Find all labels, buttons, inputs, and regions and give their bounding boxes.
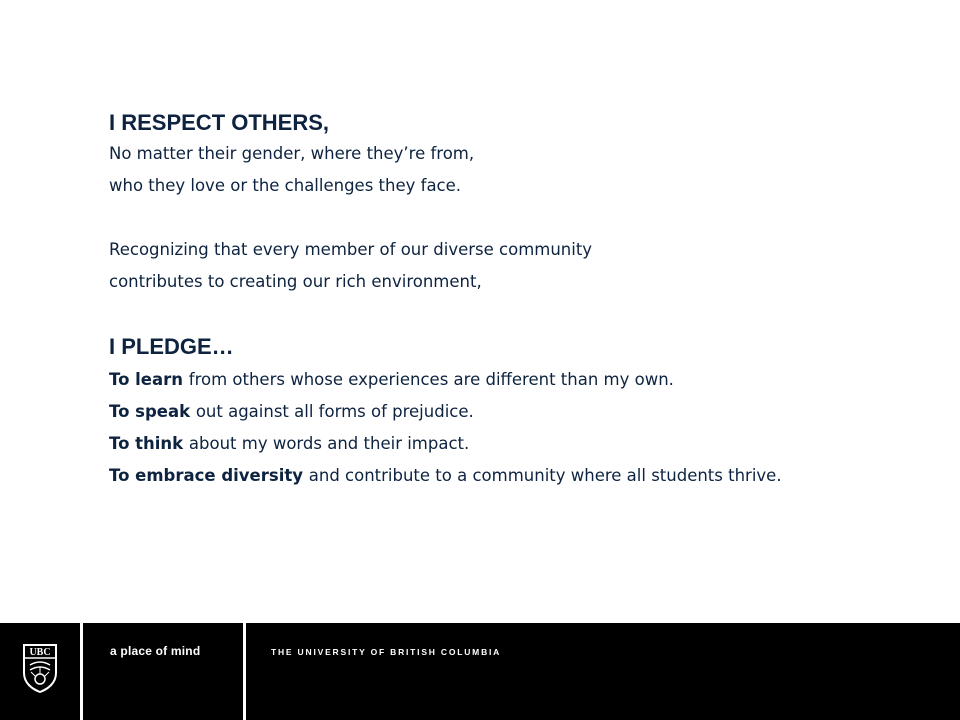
pledge-verb: To embrace diversity bbox=[109, 466, 309, 485]
spacer bbox=[109, 202, 909, 234]
pledge-item-think bbox=[109, 428, 909, 460]
pledge-verb: To learn bbox=[109, 370, 189, 389]
pledge-text: out against all forms of prejudice. bbox=[195, 402, 474, 421]
recognize-line-1: Recognizing that every member of our diverse community bbox=[109, 240, 593, 259]
pledge-text: from others whose experiences are different than my own. bbox=[188, 370, 674, 389]
ubc-footer-bar bbox=[0, 623, 960, 720]
recognize-line-2: contributes to creating our rich environment, bbox=[109, 272, 482, 291]
respect-line-2: who they love or the challenges they face. bbox=[109, 176, 462, 195]
university-name: THE UNIVERSITY OF BRITISH COLUMBIA bbox=[271, 647, 502, 657]
pledge-verb: To think bbox=[109, 434, 189, 453]
pledge-document bbox=[109, 108, 909, 492]
footer-divider-left bbox=[80, 623, 83, 720]
pledge-item-speak bbox=[109, 396, 909, 428]
respect-line-1: No matter their gender, where they’re from, bbox=[109, 144, 475, 163]
pledge-verb: To speak bbox=[109, 402, 196, 421]
spacer bbox=[109, 298, 909, 332]
pledge-item-embrace bbox=[109, 460, 909, 492]
pledge-item-learn bbox=[109, 364, 909, 396]
pledge-text: and contribute to a community where all students thrive. bbox=[308, 466, 782, 485]
ubc-crest-logo bbox=[22, 643, 58, 693]
tagline: a place of mind bbox=[110, 644, 201, 658]
pledge-heading: I PLEDGE… bbox=[109, 334, 234, 359]
footer-divider-right bbox=[243, 623, 246, 720]
respect-heading: I RESPECT OTHERS, bbox=[109, 110, 330, 135]
logo-text: UBC bbox=[29, 647, 51, 658]
pledge-text: about my words and their impact. bbox=[188, 434, 470, 453]
